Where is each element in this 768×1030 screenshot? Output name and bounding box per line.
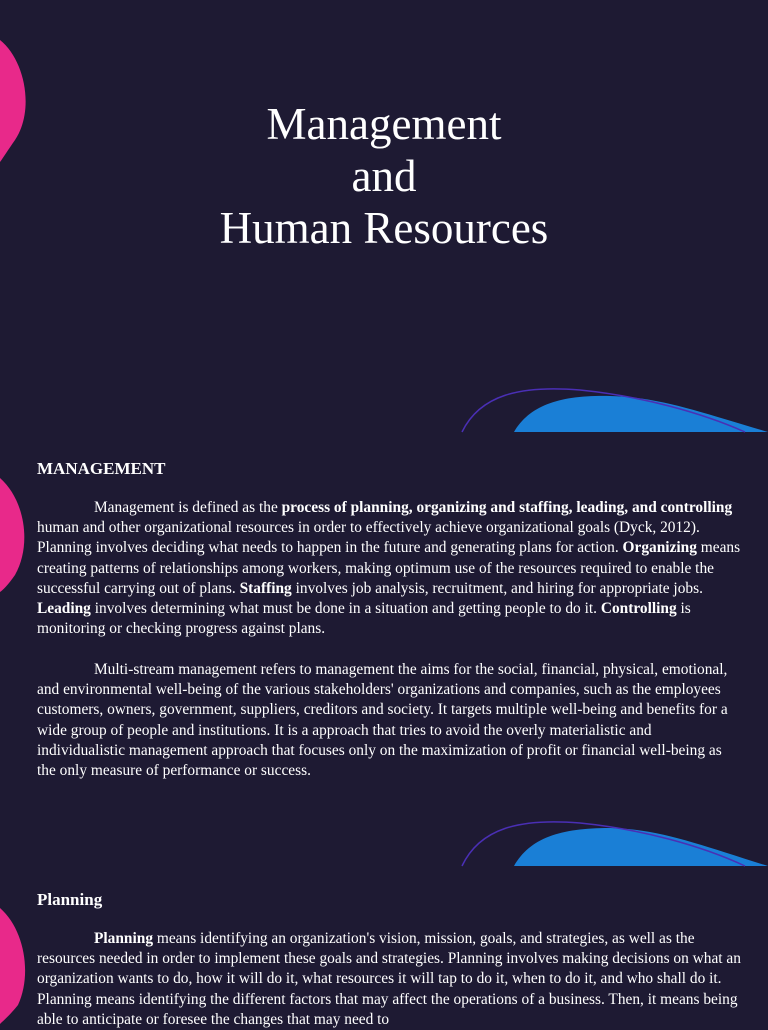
bold-term-leading: Leading (37, 600, 91, 618)
bold-term-planning: Planning (94, 930, 154, 947)
blue-wave-bottom (514, 828, 768, 866)
planning-heading: Planning (37, 890, 103, 909)
text-span: means creating patterns of relationships among workers, making optimum use of the resources required to enable the successful carrying out of plans. (37, 539, 741, 597)
text-span: human and other organizational resources in order to effectively achieve organizational goals (Dyck, 2012). Planning involves deciding what needs to happen in the future and generating plans for action. (37, 519, 700, 557)
text-span: Management is defined as the (94, 499, 282, 516)
pink-blob-middle (0, 478, 24, 592)
management-paragraph-1 (37, 498, 741, 639)
bold-term-controlling: Controlling (600, 600, 677, 618)
title-line-3: Human Resources (219, 203, 549, 253)
bold-term-functions: process of planning, organizing and staffing, leading, and controlling (281, 499, 733, 516)
title-line-1: Management (266, 99, 502, 149)
text-span: means identifying an organization's vision, mission, goals, and strategies, as well as the resources needed in order to implement these goals and strategies. Planning involves making decisions on what an organization wants to do, how it will do it, what resources it will tap to do it, when to do it, and who shall do it. Planning means identifying the different factors that may affect the operations of a business. Then, it means being able to anticipate or foresee the changes that may need to (37, 930, 741, 1028)
title-line-2: and (351, 151, 417, 201)
text-span: involves job analysis, recruitment, and hiring for appropriate jobs. (291, 579, 703, 597)
management-paragraph-2: Multi-stream management refers to management the aims for the social, financial, physical, emotional, and environmental well-being of the various stakeholders' organizations and companies, such as the employees customers, owners, government, suppliers, creditors and society. It targets multiple well-being and benefits for a wide group of people and institutions. It is a approach that tries to avoid the overly materialistic and individualistic management approach that focuses only on the maximization of profit or financial well-being as the only measure of performance or success. (37, 661, 728, 780)
text-span: involves determining what must be done in a situation and getting people to do it. (90, 600, 601, 618)
page-title (0, 98, 768, 254)
planning-paragraph-1 (37, 929, 741, 1030)
bold-term-staffing: Staffing (239, 579, 292, 597)
pink-blob-bottom (0, 908, 25, 1024)
bold-term-organizing: Organizing (622, 539, 697, 557)
management-heading: MANAGEMENT (37, 459, 166, 478)
blue-wave-top (514, 396, 768, 432)
text-span: is monitoring or checking progress against plans. (37, 600, 691, 638)
